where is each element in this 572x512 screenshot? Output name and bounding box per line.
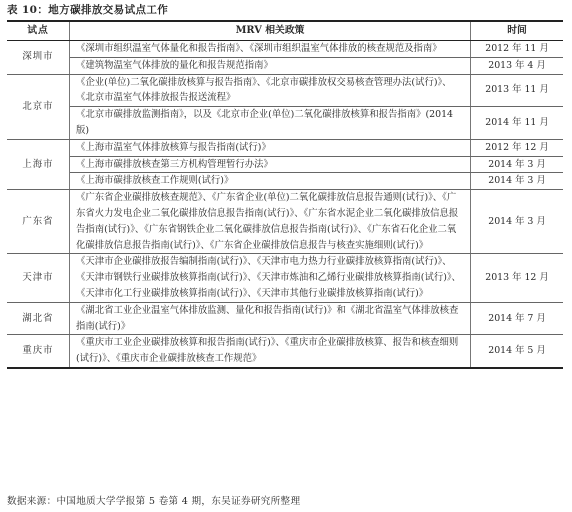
- time-cell: 2014 年 11 月: [471, 107, 564, 140]
- time-cell: 2014 年 5 月: [471, 335, 564, 368]
- table-row: [7, 254, 563, 302]
- time-cell: 2013 年 11 月: [471, 74, 564, 107]
- policy-cell: 《湖北省工业企业温室气体排放监测、量化和报告指南(试行)》和《湖北省温室气体排放核查指南(试行)》: [70, 302, 471, 335]
- time-cell: 2014 年 3 月: [471, 156, 564, 173]
- header-time: 时间: [471, 21, 564, 41]
- time-cell: 2012 年 12 月: [471, 139, 564, 156]
- table-row: [7, 57, 563, 74]
- region-cell-tianjin: 天津市: [7, 254, 70, 302]
- policy-table: [7, 20, 563, 369]
- region-cell-shenzhen: 深圳市: [7, 41, 70, 75]
- policy-cell: 《重庆市工业企业碳排放核算和报告指南(试行)》、《重庆市企业碳排放核算、报告和核查细则(试行)》、《重庆市企业碳排放核查工作规范》: [70, 335, 471, 368]
- policy-cell: 《广东省企业碳排放核查规范》、《广东省企业(单位)二氧化碳排放信息报告通则(试行)》、《广东省火力发电企业二氧化碳排放信息报告指南(试行)》、《广东省水泥企业二氧化碳排放信息报告指南(试行)》、《广东省钢铁企业二氧化碳排放信息报告指南(试行)》、《广东省石化企业二氧化碳排放信息报告指南(试行)》、《广东省企业碳排放信息报告与核查实施细则(试行)》: [70, 190, 471, 254]
- table-row: [7, 74, 563, 107]
- table-row: [7, 107, 563, 140]
- time-cell: 2012 年 11 月: [471, 41, 564, 58]
- table-row: [7, 173, 563, 190]
- region-cell-shanghai: 上海市: [7, 139, 70, 189]
- source-note: 数据来源：中国地质大学学报第 5 卷第 4 期，东吴证券研究所整理: [7, 496, 301, 507]
- table-row: [7, 190, 563, 254]
- region-cell-chongqing: 重庆市: [7, 335, 70, 368]
- region-cell-hubei: 湖北省: [7, 302, 70, 335]
- region-cell-guangdong: 广东省: [7, 190, 70, 254]
- table-header-row: [7, 21, 563, 41]
- region-cell-beijing: 北京市: [7, 74, 70, 139]
- time-cell: 2014 年 3 月: [471, 190, 564, 254]
- header-policy: MRV 相关政策: [70, 21, 471, 41]
- table-caption: 表 10：地方碳排放交易试点工作: [7, 4, 169, 16]
- policy-cell: 《上海市温室气体排放核算与报告指南(试行)》: [70, 139, 471, 156]
- policy-cell: 《上海市碳排放核查工作规则(试行)》: [70, 173, 471, 190]
- time-cell: 2014 年 7 月: [471, 302, 564, 335]
- policy-cell: 《建筑物温室气体排放的量化和报告规范指南》: [70, 57, 471, 74]
- time-cell: 2013 年 4 月: [471, 57, 564, 74]
- policy-cell: 《深圳市组织温室气体量化和报告指南》、《深圳市组织温室气体排放的核查规范及指南》: [70, 41, 471, 58]
- table-row: [7, 335, 563, 368]
- policy-cell: 《企业(单位)二氧化碳排放核算与报告指南》、《北京市碳排放权交易核查管理办法(试行)》、《北京市温室气体排放报告报送流程》: [70, 74, 471, 107]
- header-region: 试点: [7, 21, 70, 41]
- policy-cell: 《天津市企业碳排放报告编制指南(试行)》、《天津市电力热力行业碳排放核算指南(试行)》、《天津市钢铁行业碳排放核算指南(试行)》、《天津市炼油和乙烯行业碳排放核算指南(试行)》、《天津市化工行业碳排放核算指南(试行)》、《天津市其他行业碳排放核算指南(试行)》: [70, 254, 471, 302]
- policy-cell: 《北京市碳排放监测指南》，以及《北京市企业(单位)二氧化碳排放核算和报告指南》(2014 版): [70, 107, 471, 140]
- table-row: [7, 302, 563, 335]
- table-row: [7, 41, 563, 58]
- table-row: [7, 156, 563, 173]
- time-cell: 2013 年 12 月: [471, 254, 564, 302]
- policy-cell: 《上海市碳排放核查第三方机构管理暂行办法》: [70, 156, 471, 173]
- time-cell: 2014 年 3 月: [471, 173, 564, 190]
- table-row: [7, 139, 563, 156]
